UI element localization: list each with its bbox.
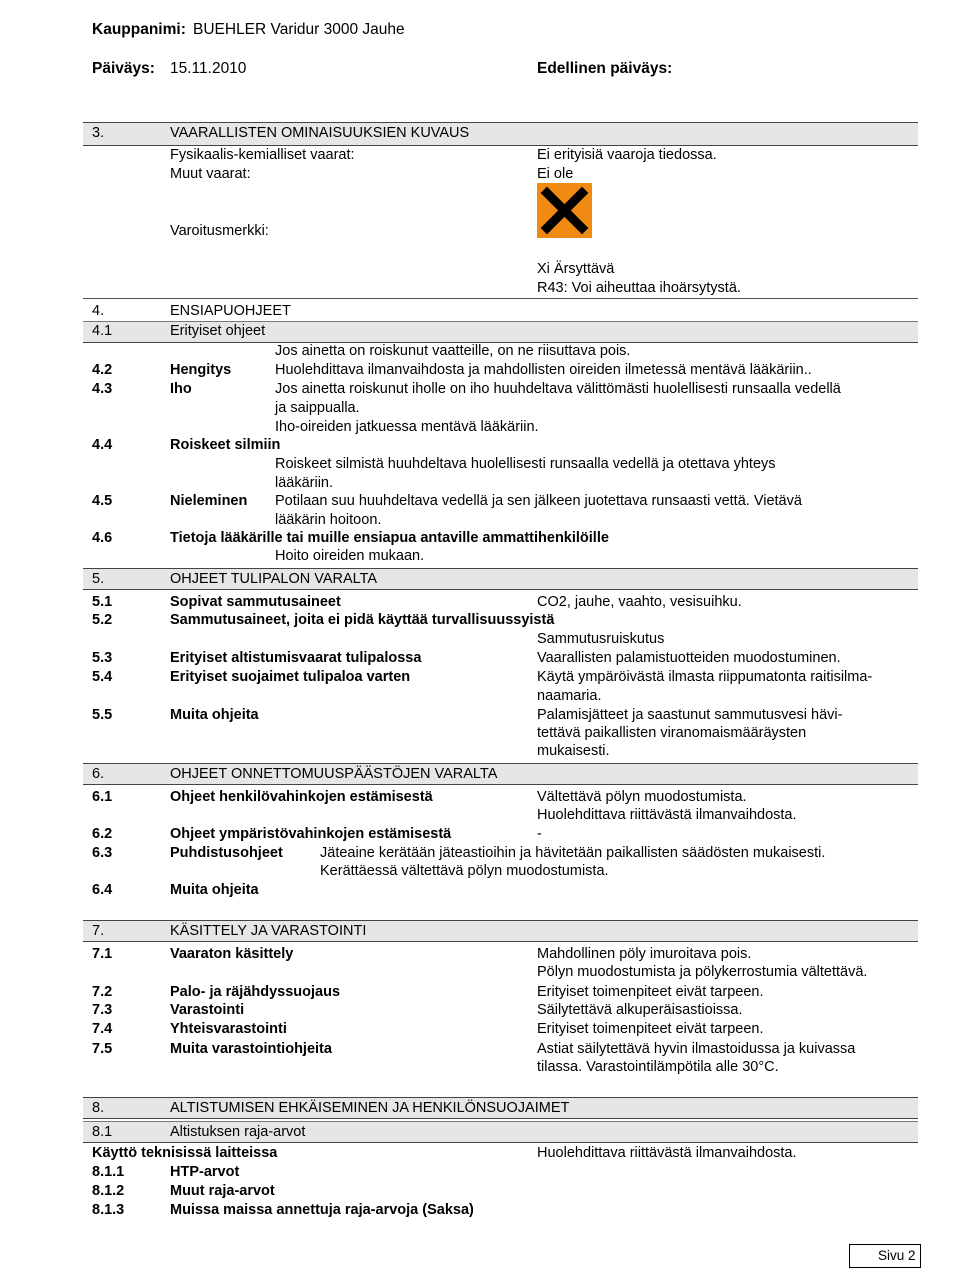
item-7-5-number: 7.5 xyxy=(92,1041,113,1057)
section-4-title: ENSIAPUOHJEET xyxy=(170,303,291,319)
item-4-4-title: Roiskeet silmiin xyxy=(170,437,281,453)
section-8-number: 8. xyxy=(92,1100,105,1116)
item-7-5-value-1: Astiat säilytettävä hyvin ilmastoidussa ja kuivassa xyxy=(537,1041,856,1057)
item-7-2-value: Erityiset toimenpiteet eivät tarpeen. xyxy=(537,984,764,1000)
item-8-1-2-title: Muut raja-arvot xyxy=(170,1183,275,1199)
item-4-4-text-1: Roiskeet silmistä huuhdeltava huolellisesti runsaalla vedellä ja otettava yhteys xyxy=(275,456,776,472)
item-8-1-2-number: 8.1.2 xyxy=(92,1183,125,1199)
warning-symbol-label: Varoitusmerkki: xyxy=(170,223,269,239)
item-5-1-value: CO2, jauhe, vaahto, vesisuihku. xyxy=(537,594,742,610)
physical-hazards-label: Fysikaalis-kemialliset vaarat: xyxy=(170,147,355,163)
item-4-3-text-2: ja saippualla. xyxy=(275,400,360,416)
technical-use-value: Huolehdittava riittävästä ilmanvaihdosta. xyxy=(537,1145,797,1161)
item-6-1-title: Ohjeet henkilövahinkojen estämisestä xyxy=(170,789,433,805)
item-7-1-value-2: Pölyn muodostumista ja pölykerrostumia vältettävä. xyxy=(537,964,868,980)
item-7-1-title: Vaaraton käsittely xyxy=(170,946,294,962)
item-4-5-title: Nieleminen xyxy=(170,493,248,509)
item-6-3-value-1: Jäteaine kerätään jäteastioihin ja hävitetään paikallisten säädösten mukaisesti. xyxy=(320,845,826,861)
item-7-2-title: Palo- ja räjähdyssuojaus xyxy=(170,984,341,1000)
item-6-3-value-2: Kerättäessä vältettävä pölyn muodostumista. xyxy=(320,863,609,879)
item-7-3-number: 7.3 xyxy=(92,1002,113,1018)
item-8-1-title: Altistuksen raja-arvot xyxy=(170,1124,306,1140)
section-5-title: OHJEET TULIPALON VARALTA xyxy=(170,571,378,587)
item-5-2-number: 5.2 xyxy=(92,612,113,628)
item-4-1-number: 4.1 xyxy=(92,323,113,339)
item-5-4-value-2: naamaria. xyxy=(537,688,602,704)
other-hazards-label: Muut vaarat: xyxy=(170,166,251,182)
item-4-6-text: Hoito oireiden mukaan. xyxy=(275,548,425,564)
date-label: Päiväys: xyxy=(92,60,155,77)
page-number: Sivu 2 xyxy=(878,1248,916,1263)
technical-use-title: Käyttö teknisissä laitteissa xyxy=(92,1145,278,1161)
divider xyxy=(83,298,918,299)
risk-phrase: R43: Voi aiheuttaa ihoärsytystä. xyxy=(537,280,741,296)
item-7-4-number: 7.4 xyxy=(92,1021,113,1037)
section-6-title: OHJEET ONNETTOMUUSPÄÄSTÖJEN VARALTA xyxy=(170,766,498,782)
item-4-5-text-2: lääkärin hoitoon. xyxy=(275,512,382,528)
section-7-title: KÄSITTELY JA VARASTOINTI xyxy=(170,923,367,939)
item-5-1-number: 5.1 xyxy=(92,594,113,610)
item-8-1-number: 8.1 xyxy=(92,1124,113,1140)
item-7-3-title: Varastointi xyxy=(170,1002,245,1018)
item-7-2-number: 7.2 xyxy=(92,984,113,1000)
section-5-number: 5. xyxy=(92,571,105,587)
item-7-5-title: Muita varastointiohjeita xyxy=(170,1041,332,1057)
item-4-3-text-3: Iho-oireiden jatkuessa mentävä lääkäriin. xyxy=(275,419,539,435)
previous-date-label: Edellinen päiväys: xyxy=(537,60,673,77)
item-6-1-value-2: Huolehdittava riittävästä ilmanvaihdosta. xyxy=(537,807,797,823)
item-7-1-number: 7.1 xyxy=(92,946,113,962)
item-4-2-text: Huolehdittava ilmanvaihdosta ja mahdollisten oireiden ilmetessä mentävä lääkäriin.. xyxy=(275,362,812,378)
item-4-6-number: 4.6 xyxy=(92,530,113,546)
section-8-title: ALTISTUMISEN EHKÄISEMINEN JA HENKILÖNSUOJAIMET xyxy=(170,1100,570,1116)
item-4-3-text-1: Jos ainetta roiskunut iholle on iho huuhdeltava välittömästi huolellisesti runsaalla vedellä xyxy=(275,381,841,397)
item-4-3-number: 4.3 xyxy=(92,381,113,397)
item-5-3-number: 5.3 xyxy=(92,650,113,666)
item-8-1-1-title: HTP-arvot xyxy=(170,1164,240,1180)
xi-irritant-cross-icon xyxy=(537,183,592,238)
item-5-4-number: 5.4 xyxy=(92,669,113,685)
item-5-3-value: Vaarallisten palamistuotteiden muodostuminen. xyxy=(537,650,841,666)
item-4-3-title: Iho xyxy=(170,381,192,397)
item-8-1-3-title: Muissa maissa annettuja raja-arvoja (Saksa) xyxy=(170,1202,474,1218)
item-4-6-title: Tietoja lääkärille tai muille ensiapua antaville ammattihenkilöille xyxy=(170,530,609,546)
item-7-5-value-2: tilassa. Varastointilämpötila alle 30°C. xyxy=(537,1059,779,1075)
section-7-number: 7. xyxy=(92,923,105,939)
physical-hazards-value: Ei erityisiä vaaroja tiedossa. xyxy=(537,147,717,163)
item-4-4-number: 4.4 xyxy=(92,437,113,453)
item-5-3-title: Erityiset altistumisvaarat tulipalossa xyxy=(170,650,422,666)
other-hazards-value: Ei ole xyxy=(537,166,574,182)
item-5-2-title: Sammutusaineet, joita ei pidä käyttää turvallisuussyistä xyxy=(170,612,555,628)
item-4-2-number: 4.2 xyxy=(92,362,113,378)
item-5-5-value-3: mukaisesti. xyxy=(537,743,610,759)
item-6-3-title: Puhdistusohjeet xyxy=(170,845,283,861)
item-4-5-text-1: Potilaan suu huuhdeltava vedellä ja sen jälkeen juotettava runsaasti vettä. Vietävä xyxy=(275,493,802,509)
item-4-4-text-2: lääkäriin. xyxy=(275,475,334,491)
item-6-2-title: Ohjeet ympäristövahinkojen estämisestä xyxy=(170,826,452,842)
item-8-1-1-number: 8.1.1 xyxy=(92,1164,125,1180)
item-6-1-number: 6.1 xyxy=(92,789,113,805)
item-4-1-title: Erityiset ohjeet xyxy=(170,323,266,339)
item-5-5-number: 5.5 xyxy=(92,707,113,723)
item-4-1-text: Jos ainetta on roiskunut vaatteille, on ne riisuttava pois. xyxy=(275,343,631,359)
item-7-4-title: Yhteisvarastointi xyxy=(170,1021,287,1037)
section-3-title: VAARALLISTEN OMINAISUUKSIEN KUVAUS xyxy=(170,125,470,141)
item-7-1-value-1: Mahdollinen pöly imuroitava pois. xyxy=(537,946,752,962)
item-6-2-number: 6.2 xyxy=(92,826,113,842)
date-value: 15.11.2010 xyxy=(170,60,247,77)
section-6-number: 6. xyxy=(92,766,105,782)
item-4-5-number: 4.5 xyxy=(92,493,113,509)
item-6-3-number: 6.3 xyxy=(92,845,113,861)
item-7-4-value: Erityiset toimenpiteet eivät tarpeen. xyxy=(537,1021,764,1037)
item-5-5-value-2: tettävä paikallisten viranomaismääräysten xyxy=(537,725,807,741)
item-5-4-title: Erityiset suojaimet tulipaloa varten xyxy=(170,669,411,685)
item-5-4-value-1: Käytä ympäröivästä ilmasta riippumatonta raitisilma- xyxy=(537,669,873,685)
item-5-5-value-1: Palamisjätteet ja saastunut sammutusvesi hävi- xyxy=(537,707,843,723)
item-8-1-3-number: 8.1.3 xyxy=(92,1202,125,1218)
section-3-number: 3. xyxy=(92,125,105,141)
section-4-number: 4. xyxy=(92,303,105,319)
item-6-1-value-1: Vältettävä pölyn muodostumista. xyxy=(537,789,747,805)
item-6-2-value: - xyxy=(537,826,542,842)
product-name: BUEHLER Varidur 3000 Jauhe xyxy=(193,21,405,38)
item-5-5-title: Muita ohjeita xyxy=(170,707,259,723)
item-7-3-value: Säilytettävä alkuperäisastioissa. xyxy=(537,1002,743,1018)
item-5-1-title: Sopivat sammutusaineet xyxy=(170,594,341,610)
product-label: Kauppanimi: xyxy=(92,21,186,38)
item-6-4-number: 6.4 xyxy=(92,882,113,898)
item-4-2-title: Hengitys xyxy=(170,362,232,378)
hazard-symbol-text: Xi Ärsyttävä xyxy=(537,261,615,277)
item-5-2-value: Sammutusruiskutus xyxy=(537,631,665,647)
item-6-4-title: Muita ohjeita xyxy=(170,882,259,898)
